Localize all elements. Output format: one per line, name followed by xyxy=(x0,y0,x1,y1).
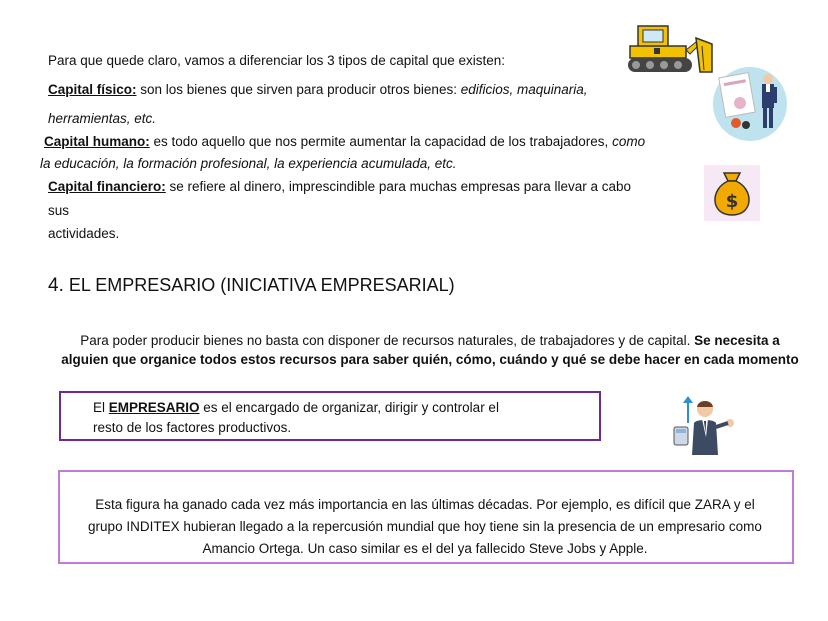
definition-pre: El xyxy=(93,400,109,415)
definition-box xyxy=(59,391,601,441)
entrepreneur-icon xyxy=(668,393,742,457)
businessman-document-icon xyxy=(706,65,794,143)
capital-fisico-line xyxy=(48,81,588,99)
capital-fisico-term: Capital físico: xyxy=(48,82,137,97)
capital-humano-line xyxy=(44,133,645,151)
capital-financiero-text-cont1: sus xyxy=(48,203,70,218)
capital-fisico-text: son los bienes que sirven para producir otros bienes: xyxy=(136,82,461,97)
capital-humano-text: es todo aquello que nos permite aumentar la capacidad de los trabajadores, xyxy=(149,134,613,149)
section-title: EL EMPRESARIO (INICIATIVA EMPRESARIAL) xyxy=(63,275,455,295)
capital-humano-examples: como xyxy=(612,134,646,149)
definition-term: EMPRESARIO xyxy=(108,400,200,415)
definition-body-cont: resto de los factores productivos. xyxy=(93,420,292,435)
section-number: 4. xyxy=(48,275,64,296)
svg-text:$: $ xyxy=(725,191,739,212)
capital-financiero-term: Capital financiero: xyxy=(48,179,166,194)
capital-humano-term: Capital humano: xyxy=(44,134,150,149)
intro-text: Para que quede claro, vamos a diferenciar los 3 tipos de capital que existen: xyxy=(48,53,506,68)
empresario-paragraph xyxy=(60,331,800,369)
definition-text xyxy=(93,398,499,438)
capital-fisico-examples-cont: herramientas, etc. xyxy=(48,111,157,126)
capital-financiero-text-cont2: actividades. xyxy=(48,226,120,241)
definition-body: es el encargado de organizar, dirigir y controlar el xyxy=(199,400,499,415)
example-box xyxy=(58,470,794,564)
paragraph-bold: Se necesita a alguien que organice todos estos recursos para saber quién, cómo, cuándo y qué se debe hacer en cada momento xyxy=(61,333,799,367)
section-heading xyxy=(48,275,455,297)
capital-fisico-examples: edificios, maquinaria, xyxy=(460,82,588,97)
capital-financiero-line xyxy=(48,178,631,196)
example-text: Esta figura ha ganado cada vez más importancia en las últimas décadas. Por ejemplo, es difícil que ZARA y el grupo INDITEX hubieran llegado a la repercusión mundial que hoy tiene sin la presencia de un empresario como Amancio Ortega. Un caso similar es el del ya fallecido Steve Jobs y Apple. xyxy=(88,497,762,556)
capital-humano-examples-cont: la educación, la formación profesional, la experiencia acumulada, etc. xyxy=(40,156,457,171)
paragraph-normal: Para poder producir bienes no basta con disponer de recursos naturales, de trabajadores y de capital. xyxy=(80,333,695,348)
capital-financiero-text: se refiere al dinero, imprescindible para muchas empresas para llevar a cabo xyxy=(165,179,632,194)
bulldozer-icon xyxy=(624,22,716,78)
money-bag-icon xyxy=(704,165,760,221)
